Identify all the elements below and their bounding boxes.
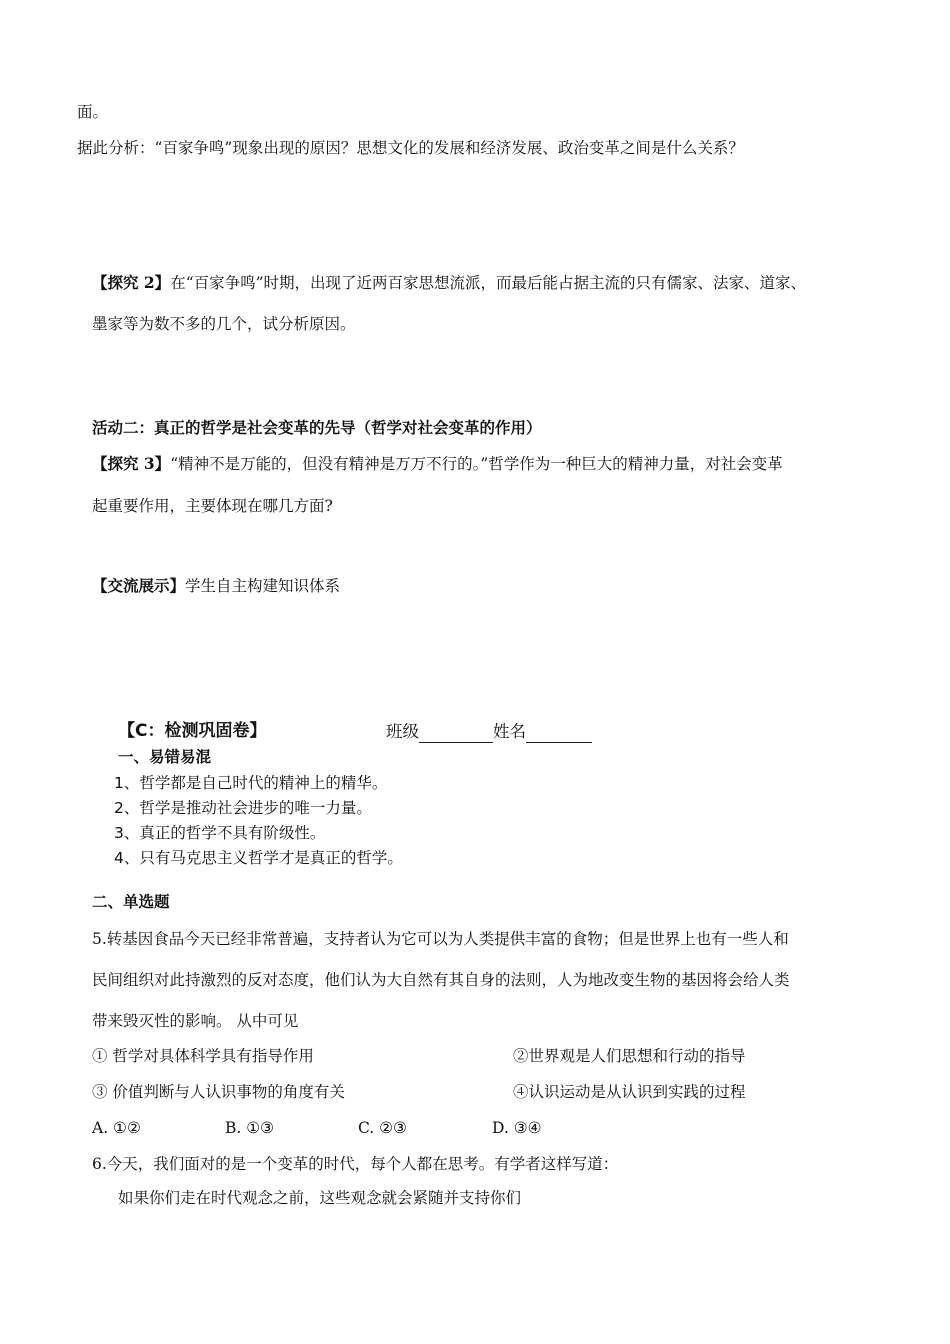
statement-4: ④认识运动是从认识到实践的过程 [513,1083,746,1101]
class-name-line [386,721,592,743]
explore-3-line-2: 起重要作用，主要体现在哪几方面? [92,497,333,515]
statement-row-2 [92,1081,852,1103]
exchange-line [92,575,340,597]
activity-2-heading: 活动二：真正的哲学是社会变革的先导（哲学对社会变革的作用） [92,418,542,437]
question-5-line-3: 带来毁灭性的影响。 从中可见 [92,1012,299,1030]
option-a[interactable]: A. ①② [92,1119,141,1137]
exchange-text: 学生自主构建知识体系 [185,577,341,595]
explore-2-line-1 [92,272,806,294]
explore-3-tag: 【探究 3】 [92,454,171,473]
explore-3-line-1 [92,453,783,475]
question-6-line-2: 如果你们走在时代观念之前，这些观念就会紧随并支持你们 [118,1189,522,1207]
list-item: 1、哲学都是自己时代的精神上的精华。 [114,774,388,792]
explore-2-text-1: 在“百家争鸣”时期，出现了近两百家思想流派，而最后能占据主流的只有儒家、法家、道家、 [170,274,807,292]
statement-row-1 [92,1045,852,1067]
option-b[interactable]: B. ①③ [225,1119,275,1137]
question-6-line-1: 6.今天，我们面对的是一个变革的时代，每个人都在思考。有学者这样写道： [92,1155,619,1173]
part-2-heading: 二、单选题 [92,892,170,911]
question-5-line-2: 民间组织对此持激烈的反对态度，他们认为大自然有其自身的法则，人为地改变生物的基因将会给人类 [92,971,790,989]
list-item: 3、真正的哲学不具有阶级性。 [114,824,326,842]
statement-3: ③ 价值判断与人认识事物的角度有关 [92,1083,345,1101]
class-blank[interactable] [419,724,493,743]
statement-1: ① 哲学对具体科学具有指导作用 [92,1047,314,1065]
list-item: 2、哲学是推动社会进步的唯一力量。 [114,799,372,817]
list-item: 4、只有马克思主义哲学才是真正的哲学。 [114,849,403,867]
exchange-tag: 【交流展示】 [92,576,186,595]
question-5-line-1: 5.转基因食品今天已经非常普遍，支持者认为它可以为人类提供丰富的食物；但是世界上也有一些人和 [92,930,789,948]
class-label: 班级 [386,722,419,741]
name-blank[interactable] [526,724,592,743]
explore-2-line-2: 墨家等为数不多的几个，试分析原因。 [92,315,356,333]
paragraph-ending: 面。 [77,103,109,121]
name-label: 姓名 [493,722,526,741]
option-c[interactable]: C. ②③ [358,1119,407,1137]
statement-2: ②世界观是人们思想和行动的指导 [513,1047,746,1065]
explore-2-tag: 【探究 2】 [92,273,171,292]
explore-3-text-1: “精神不是万能的，但没有精神是万万不行的。”哲学作为一种巨大的精神力量，对社会变革 [170,455,783,473]
section-c-title: 【C：检测巩固卷】 [118,721,267,741]
analysis-question: 据此分析：“百家争鸣”现象出现的原因？思想文化的发展和经济发展、政治变革之间是什么关系？ [77,139,744,157]
option-d[interactable]: D. ③④ [492,1119,542,1137]
part-1-heading: 一、易错易混 [118,748,212,766]
